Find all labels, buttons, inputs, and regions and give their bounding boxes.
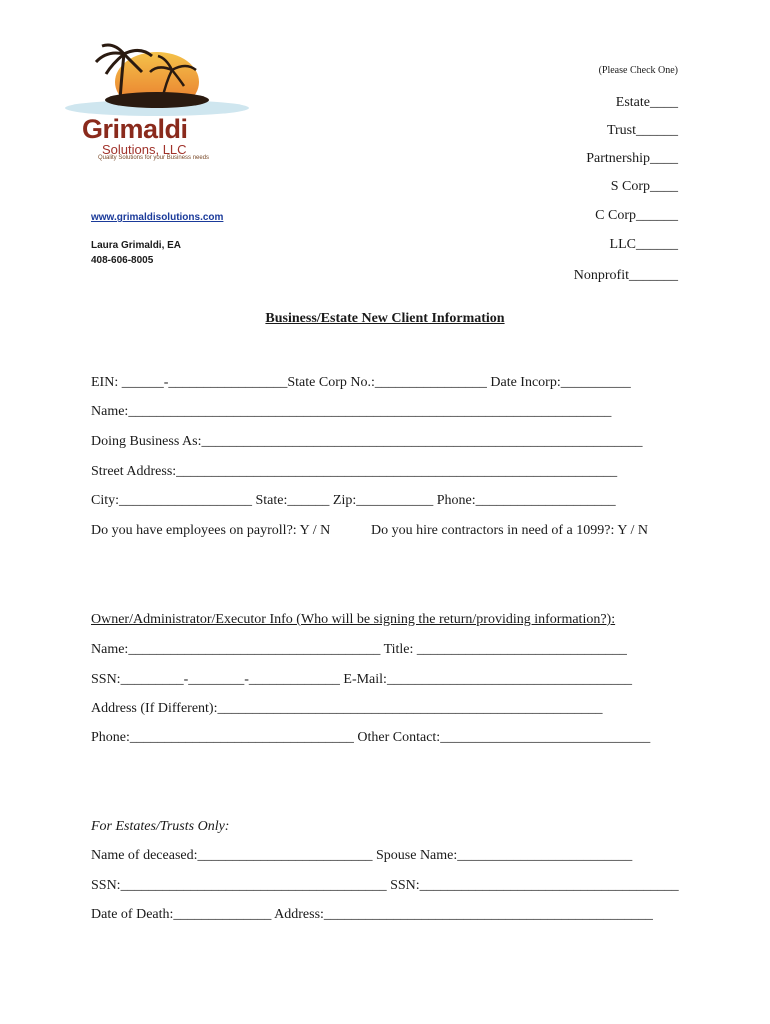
company-logo — [62, 42, 252, 167]
logo-subtitle: Solutions, LLC — [102, 142, 187, 157]
owner-address-field[interactable]: Address (If Different):_______________________________________________________ — [91, 701, 603, 716]
ein-row[interactable]: EIN: ______-_________________State Corp No.:________________ Date Incorp:__________ — [91, 375, 631, 390]
street-address-field[interactable]: Street Address:_______________________________________________________________ — [91, 464, 618, 479]
contact-person: Laura Grimaldi, EA — [91, 240, 182, 251]
entity-partnership[interactable]: Partnership____ — [586, 151, 678, 166]
entity-llc[interactable]: LLC______ — [609, 237, 678, 252]
deceased-spouse-row[interactable]: Name of deceased:_________________________ Spouse Name:_________________________ — [91, 848, 633, 863]
logo-name: Grimaldi — [82, 114, 188, 144]
entity-s-corp[interactable]: S Corp____ — [610, 179, 678, 194]
owner-name-title-row[interactable]: Name:____________________________________ Title: ______________________________ — [91, 642, 627, 657]
owner-heading: Owner/Administrator/Executor Info (Who will be signing the return/providing information?): — [91, 612, 616, 627]
contact-phone: 408-606-8005 — [91, 255, 154, 266]
dba-field[interactable]: Doing Business As:_______________________________________________________________ — [91, 434, 643, 449]
owner-phone-row[interactable]: Phone:________________________________ Other Contact:______________________________ — [91, 730, 651, 745]
entity-nonprofit[interactable]: Nonprofit_______ — [573, 268, 678, 283]
entity-c-corp[interactable]: C Corp______ — [595, 208, 678, 223]
estates-heading: For Estates/Trusts Only: — [91, 819, 230, 834]
entity-estate[interactable]: Estate____ — [615, 95, 678, 110]
death-address-row[interactable]: Date of Death:______________ Address:_______________________________________________ — [91, 907, 653, 922]
entity-trust[interactable]: Trust______ — [606, 123, 678, 138]
website-link[interactable]: www.grimaldisolutions.com — [91, 212, 224, 223]
form-title: Business/Estate New Client Information — [265, 311, 505, 326]
owner-ssn-email-row[interactable]: SSN:_________-________-_____________ E-Mail:___________________________________ — [91, 672, 632, 687]
business-name-field[interactable]: Name:_____________________________________________________________________ — [91, 404, 612, 419]
check-one-note: (Please Check One) — [598, 65, 678, 76]
logo-tagline: Quality Solutions for your Business needs — [98, 155, 210, 161]
city-state-zip-row[interactable]: City:___________________ State:______ Zip:___________ Phone:____________________ — [91, 493, 616, 508]
contractors-question[interactable]: Do you hire contractors in need of a 1099?: Y / N — [371, 523, 648, 538]
employees-question[interactable]: Do you have employees on payroll?: Y / N — [91, 523, 331, 538]
estate-ssn-row[interactable]: SSN:______________________________________ SSN:_____________________________________ — [91, 878, 679, 893]
